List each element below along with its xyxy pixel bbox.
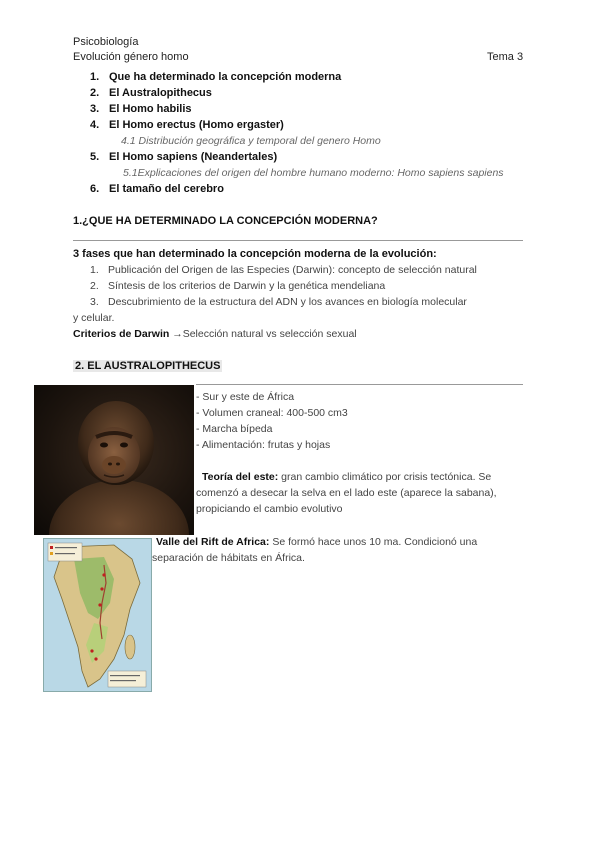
australopithecus-illustration: [34, 385, 194, 535]
darwin-criteria-text: Selección natural vs selección sexual: [182, 328, 357, 340]
arrow-icon: →: [172, 328, 183, 340]
australopithecus-photo: [34, 385, 194, 535]
africa-map: [43, 538, 152, 692]
toc-item: 1. Que ha determinado la concepción moderna: [90, 71, 342, 83]
fact-item: - Sur y este de África: [196, 391, 295, 403]
fact-item: - Alimentación: frutas y hojas: [196, 439, 331, 451]
list-item: 3. Descubrimiento de la estructura del ADN y los avances en biología molecular: [90, 296, 467, 308]
toc-item: 2. El Australopithecus: [90, 87, 212, 99]
rift-valley-label: Valle del Rift de Africa:: [156, 536, 270, 548]
theory-east-line: comenzó a desecar la selva en el lado este (aparece la sabana),: [196, 487, 497, 499]
darwin-criteria-label: Criterios de Darwin: [73, 328, 170, 340]
list-item: 2. Síntesis de los criterios de Darwin y la genética mendeliana: [90, 280, 386, 292]
theory-east-label: Teoría del este:: [202, 471, 279, 483]
list-item-continuation: y celular.: [73, 312, 115, 324]
toc-item: 6. El tamaño del cerebro: [90, 183, 224, 195]
fact-item: - Volumen craneal: 400-500 cm3: [196, 407, 348, 419]
toc-item: 4. El Homo erectus (Homo ergaster): [90, 119, 284, 131]
africa-map-illustration: [44, 539, 151, 691]
section-divider: [73, 240, 523, 241]
header-topic: Evolución género homo: [73, 51, 189, 63]
fact-item: - Marcha bípeda: [196, 423, 273, 435]
header-subject: Psicobiología: [73, 36, 139, 48]
toc-item: 5. El Homo sapiens (Neandertales): [90, 151, 278, 163]
section-1-title: 1.¿QUE HA DETERMINADO LA CONCEPCIÓN MODERNA?: [73, 215, 378, 227]
section-2-title: 2. EL AUSTRALOPITHECUS: [75, 360, 221, 372]
rift-valley-line: Valle del Rift de Africa: Se formó hace unos 10 ma. Condicionó una: [156, 536, 478, 548]
theory-east-line: Teoría del este: gran cambio climático por crisis tectónica. Se: [202, 471, 492, 483]
toc-item: 3. El Homo habilis: [90, 103, 192, 115]
theory-east-line: propiciando el cambio evolutivo: [196, 503, 343, 515]
darwin-criteria: [73, 328, 357, 340]
header-unit: Tema 3: [487, 51, 524, 63]
rift-valley-line: separación de hábitats en África.: [152, 552, 305, 564]
section-divider: [196, 384, 523, 385]
list-item: 1. Publicación del Origen de las Especies (Darwin): concepto de selección natural: [90, 264, 477, 276]
toc-subitem: 5.1Explicaciones del origen del hombre humano moderno: Homo sapiens sapiens: [123, 167, 504, 179]
toc-subitem: 4.1 Distribución geográfica y temporal del genero Homo: [121, 135, 381, 147]
section-1-lead: 3 fases que han determinado la concepción moderna de la evolución:: [73, 248, 437, 260]
